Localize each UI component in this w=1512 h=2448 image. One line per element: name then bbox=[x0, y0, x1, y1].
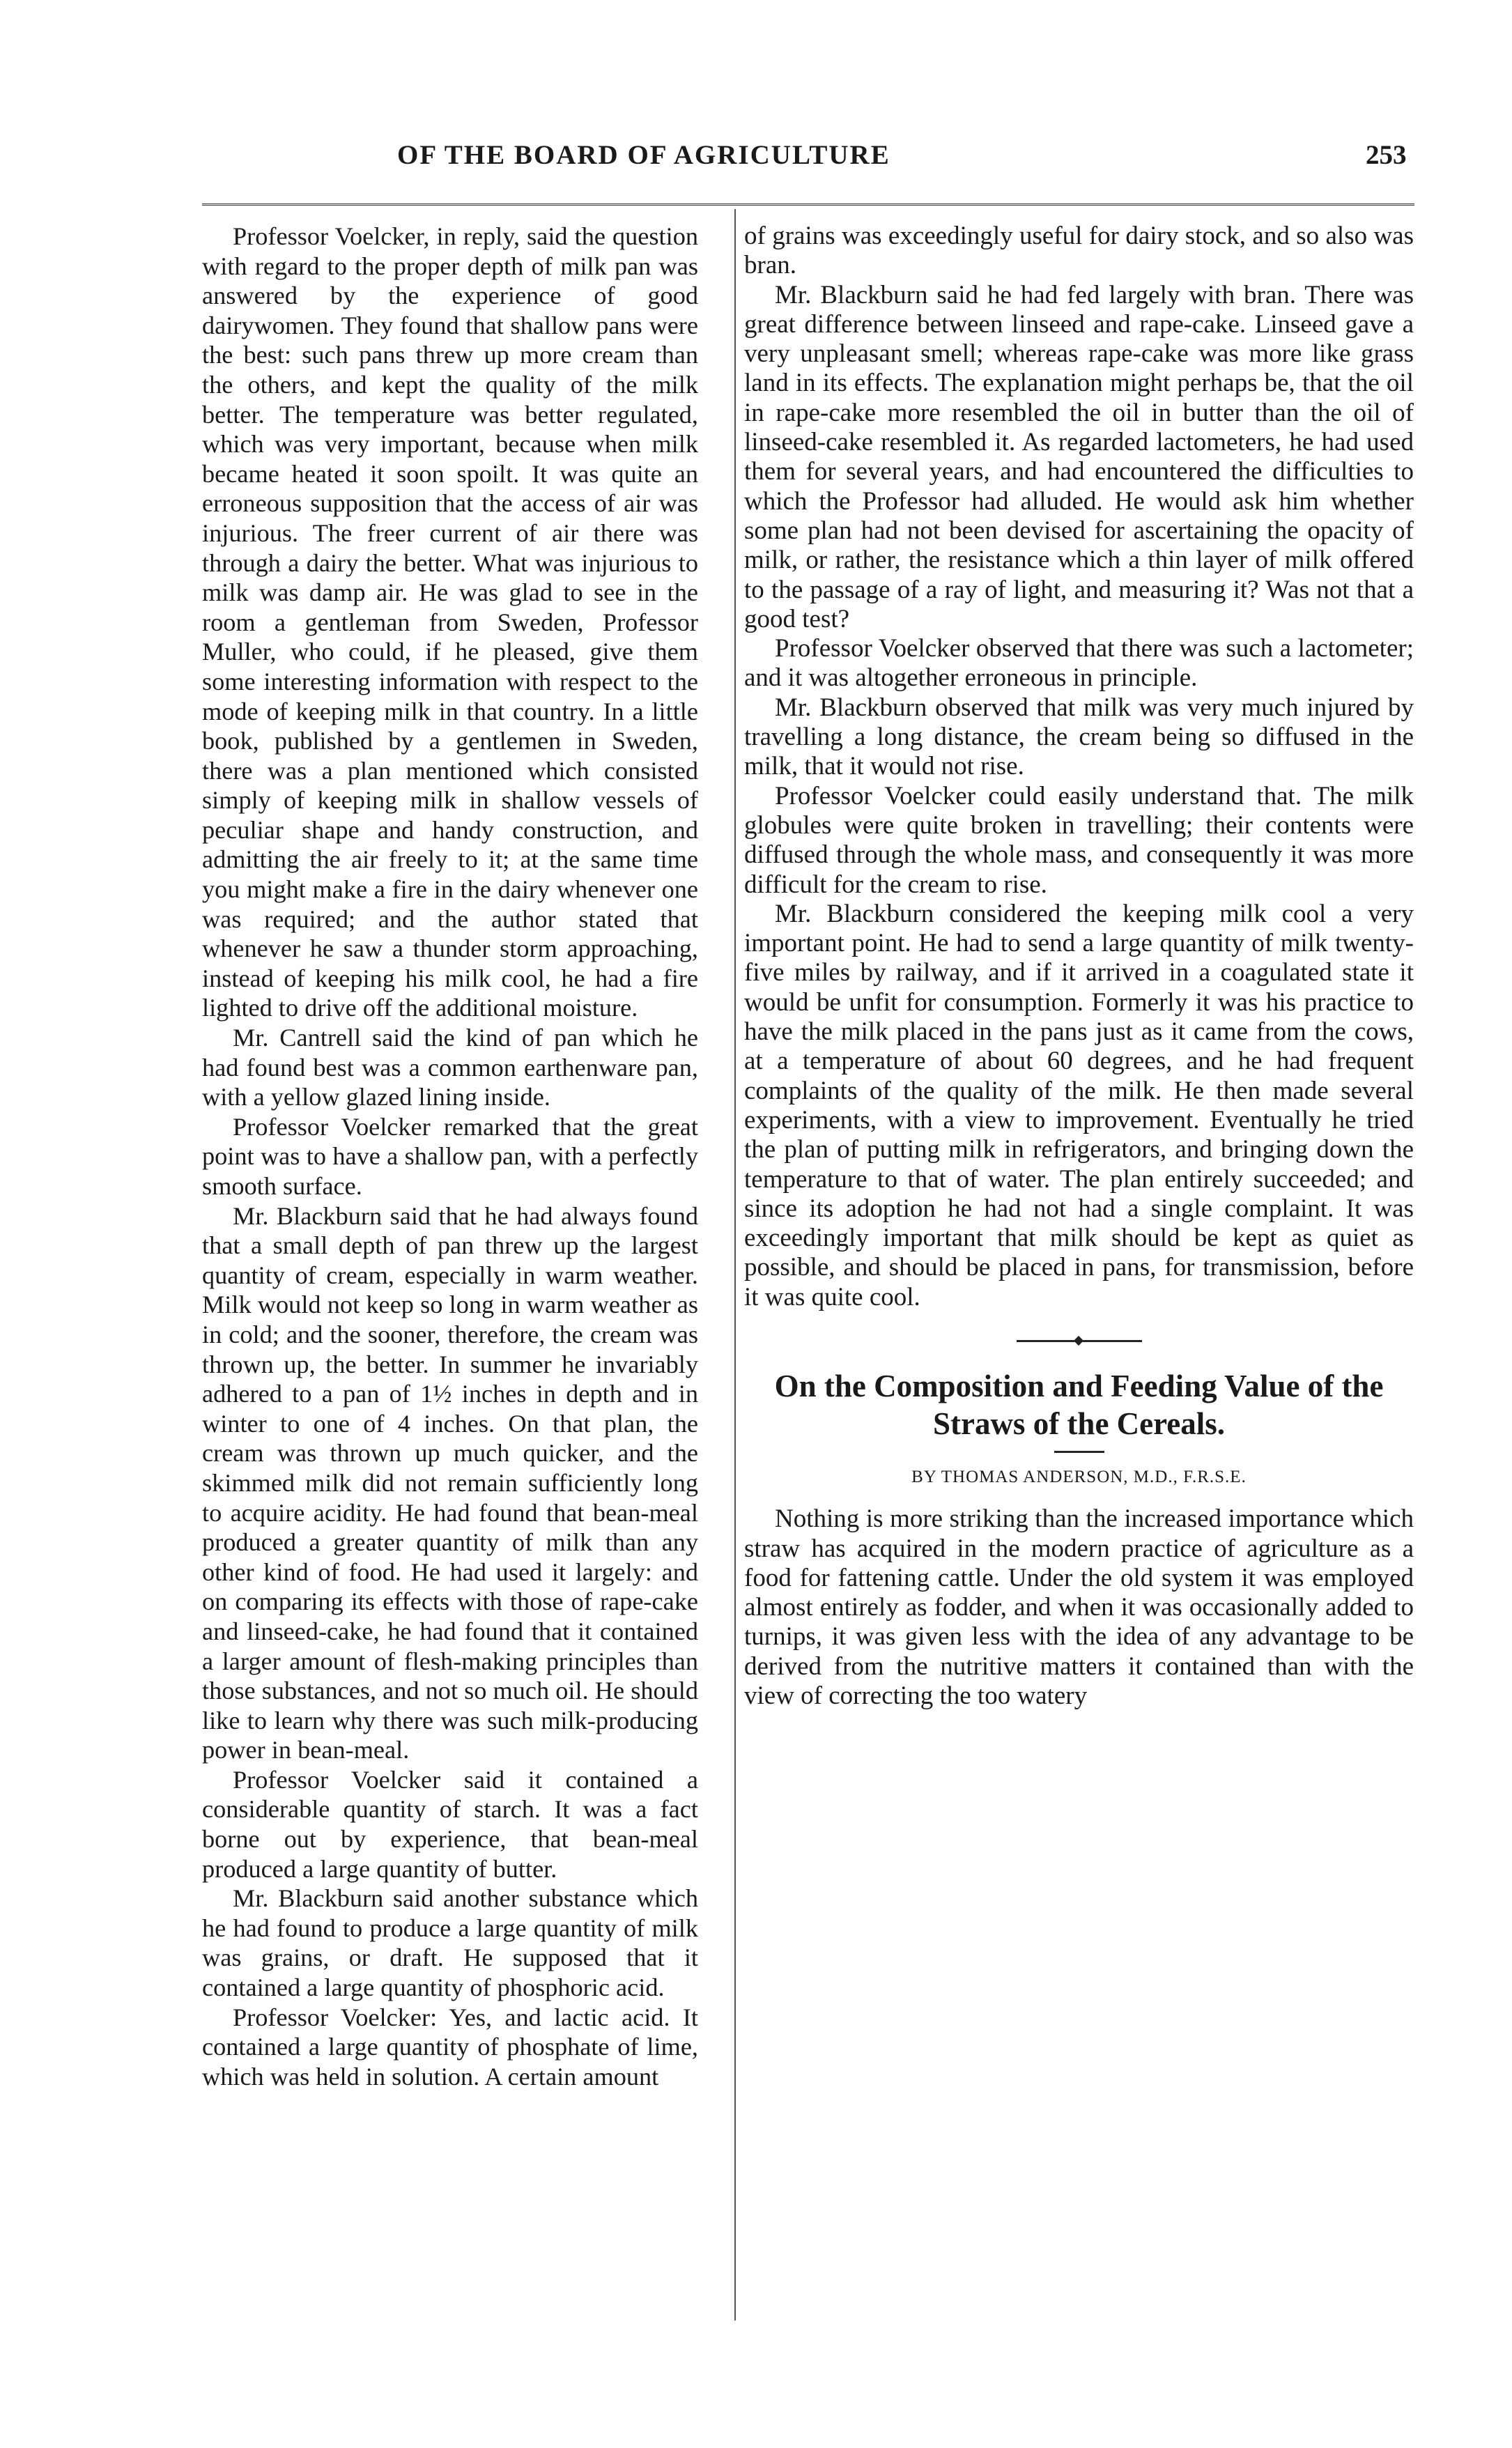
paragraph: Professor Voelcker could easily understand that. The milk globules were quite broken in travelling; their contents were diffused through the whole mass, and consequently it was more difficult for the cream to rise. bbox=[744, 781, 1414, 899]
article-title: On the Composition and Feeding Value of the Straws of the Cereals. bbox=[774, 1368, 1384, 1441]
paragraph: Mr. Blackburn said that he had always found that a small depth of pan threw up the largest quantity of cream, especially in warm weather. Milk would not keep so long in warm weather as in cold; and the sooner, therefore, the cream was thrown up, the better. In summer he invariably adhered to a pan of 1½ inches in depth and in winter to one of 4 inches. On that plan, the cream was thrown up much quicker, and the skimmed milk did not remain sufficiently long to acquire acidity. He had found that bean-meal produced a greater quantity of milk than any other kind of food. He had used it largely: and on comparing its effects with those of rape-cake and linseed-cake, he had found that it contained a larger amount of flesh-making principles than those substances, and not so much oil. He should like to learn why there was such milk-producing power in bean-meal. bbox=[202, 1201, 698, 1764]
paragraph: Mr. Cantrell said the kind of pan which he had found best was a common earthenware pan, with a yellow glazed lining inside. bbox=[202, 1024, 698, 1111]
paragraph: of grains was exceedingly useful for dairy stock, and so also was bran. bbox=[744, 222, 1414, 280]
article-opening-paragraph: Nothing is more striking than the increased importance which straw has acquired in the modern practice of agriculture as a food for fattening cattle. Under the old system it was employed almost entirely as fodder, and when it was occasionally added to turnips, it was given less with the idea of any advantage to be derived from the nutritive matters it contained than with the view of correcting the too watery bbox=[744, 1504, 1414, 1711]
section-divider bbox=[1017, 1340, 1142, 1342]
paragraph: Professor Voelcker: Yes, and lactic acid. It contained a large quantity of phosphate of lime, which was held in solution. A certain amount bbox=[202, 2003, 698, 2091]
paragraph: Professor Voelcker observed that there was such a lactometer; and it was altogether erroneous in principle. bbox=[744, 634, 1414, 693]
paragraph: Mr. Blackburn considered the keeping milk cool a very important point. He had to send a large quantity of milk twenty-five miles by railway, and if it arrived in a coagulated state it would be unfit for consumption. Formerly it was his practice to have the milk placed in the pans just as it came from the cows, at a temperature of about 60 degrees, and he had frequent complaints of the quality of the milk. He then made several experiments, with a view to improvement. Eventually he tried the plan of putting milk in refrigerators, and bringing down the temperature to that of water. The plan entirely succeeded; and since its adoption he had not had a single complaint. It was exceedingly important that milk should be kept as quiet as possible, and should be placed in pans, for transmission, before it was quite cool. bbox=[744, 899, 1414, 1311]
left-column bbox=[202, 222, 698, 2091]
paragraph: Mr. Blackburn observed that milk was very much injured by travelling a long distance, the cream being so diffused in the milk, that it would not rise. bbox=[744, 693, 1414, 781]
paragraph: Mr. Blackburn said another substance which he had found to produce a large quantity of milk was grains, or draft. He supposed that it contained a large quantity of phosphoric acid. bbox=[202, 1884, 698, 2002]
title-rule bbox=[1054, 1451, 1104, 1453]
paragraph: Professor Voelcker remarked that the great point was to have a shallow pan, with a perfectly smooth surface. bbox=[202, 1112, 698, 1200]
page-number: 253 bbox=[1366, 140, 1407, 170]
running-head bbox=[0, 139, 1512, 181]
header-rule bbox=[202, 203, 1414, 206]
paragraph: Professor Voelcker said it contained a considerable quantity of starch. It was a fact borne out by experience, that bean-meal produced a large quantity of butter. bbox=[202, 1765, 698, 1883]
right-column bbox=[744, 222, 1414, 1711]
column-divider bbox=[734, 209, 736, 2320]
running-head-title: OF THE BOARD OF AGRICULTURE bbox=[397, 140, 890, 170]
paragraph: Mr. Blackburn said he had fed largely with bran. There was great difference between linseed and rape-cake. Linseed gave a very unpleasant smell; whereas rape-cake was more like grass land in its effects. The explanation might perhaps be, that the oil in rape-cake more resembled the oil in butter than the oil of linseed-cake resembled it. As regarded lactometers, he had used them for several years, and had encountered the difficulties to which the Professor had alluded. He would ask him whether some plan had not been devised for ascertaining the opacity of milk, or rather, the resistance which a thin layer of milk offered to the passage of a ray of light, and measuring it? Was not that a good test? bbox=[744, 280, 1414, 633]
paragraph: Professor Voelcker, in reply, said the question with regard to the proper depth of milk pan was answered by the experience of good dairywomen. They found that shallow pans were the best: such pans threw up more cream than the others, and kept the quality of the milk better. The temperature was better regulated, which was very important, because when milk became heated it soon spoilt. It was quite an erroneous supposition that the access of air was injurious. The freer current of air there was through a dairy the better. What was injurious to milk was damp air. He was glad to see in the room a gentleman from Sweden, Professor Muller, who could, if he pleased, give them some interesting information with respect to the mode of keeping milk in that country. In a little book, published by a gentlemen in Sweden, there was a plan mentioned which consisted simply of keeping milk in shallow vessels of peculiar shape and handy construction, and admitting the air freely to it; at the same time you might make a fire in the dairy whenever one was required; and the author stated that whenever he saw a thunder storm approaching, instead of keeping his milk cool, he had a fire lighted to drive off the additional moisture. bbox=[202, 222, 698, 1022]
article-byline: BY THOMAS ANDERSON, M.D., F.R.S.E. bbox=[911, 1467, 1247, 1486]
